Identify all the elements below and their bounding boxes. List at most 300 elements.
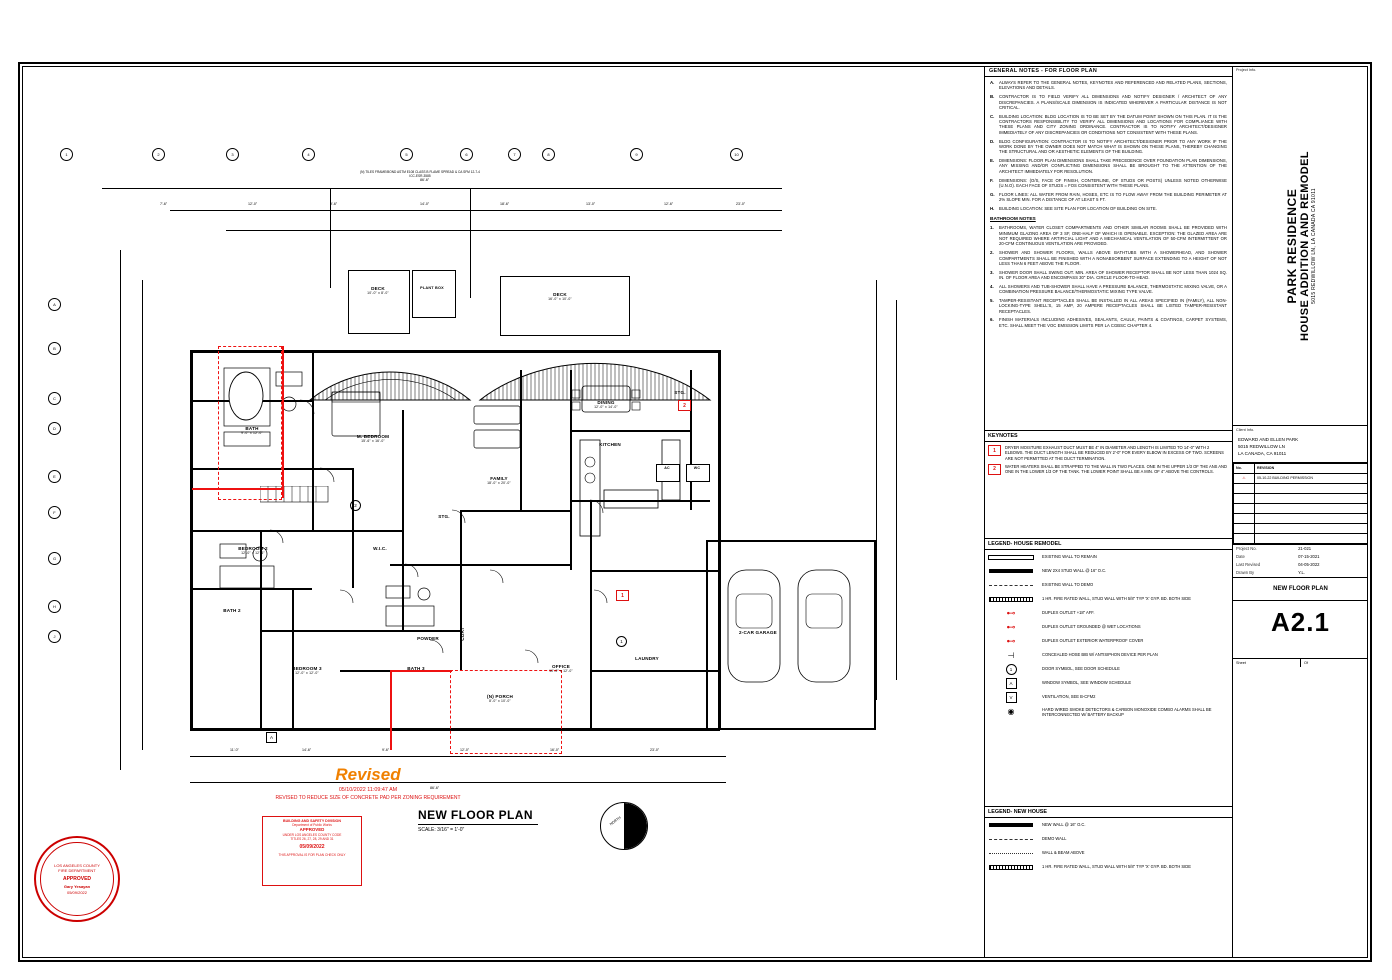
note-text: ALL SHOWERS AND TUB-SHOWER SHALL HAVE A PRESSURE BALANCE, THERMOSTATIC MIXING VALVE, OR A COMBINATION PRESSURE BALANCE/THERMOSTATIC MIXING TYPE VALVE. [999,283,1227,295]
stamp-name: Gary Yesayan [63,884,91,890]
gfci-outlet-icon: ⊷ [1006,621,1016,632]
legend-text: NEW 2X4 STUD WALL @ 16" O.C. [1042,568,1107,574]
field-key: Date [1236,554,1245,560]
revision-no-empty [1234,503,1255,513]
grid-bubble-left-h: H [48,600,61,613]
revision-text-empty [1255,493,1368,503]
project-info-section [1233,66,1368,426]
revised-datetime: 05/10/2022 11:09:47 AM [338,787,398,793]
revision-row-empty [1234,483,1368,493]
note-letter: G. [990,191,995,197]
room-name: KITCHEN [599,442,621,447]
deck-north-outline [348,270,410,334]
room-label-storage-1 [666,390,694,395]
project-fields-section [1233,545,1368,578]
dim-line-right-2 [896,300,897,680]
room-name: BATH 3 [407,666,425,671]
note-letter: B. [990,94,995,100]
roof-note: (N) TILES FRAME/BOND ASTM E108 CLASS B FLAME SPREAD & CA SFM 12-7-4 ICC-ESR-3585 [360,170,480,179]
room-name: AC [664,466,670,470]
note-letter: F. [990,177,994,183]
keynote-tag: 1 [988,445,1001,456]
room-label-coat [460,626,465,642]
grid-bubble-top-7: 7 [508,148,521,161]
room-size: 18'-0" x 20'-0" [487,481,511,485]
revision-col-no: No. [1234,463,1255,473]
note-letter: C. [990,113,995,119]
legend-item [984,634,1232,648]
new-wall-swatch-icon [988,567,1034,576]
stamp-line1: LOS ANGELES COUNTY [54,862,100,868]
note-text: SHOWER DOOR SHALL SWING OUT. MIN. AREA OF SHOWER RECEPTOR SHALL BE NOT LESS THAN 1024 SQ. IN. OF FLOOR AREA AND ENCOMPASS 30" DIA. CIRCLE FLOOR-TO-HEAD. [999,269,1227,281]
room-name: DECK [371,286,385,291]
grid-bubble-left-d: D [48,422,61,435]
north-arrow-icon [600,802,648,850]
door-symbol-2: 2 [350,500,361,511]
revision-box-master-bath [218,346,282,500]
legend-text: CONCEALED HOSE BIB W/ ANTISIPHON DEVICE PER PLAN [1042,652,1158,658]
room-size: 16'-0" x 10'-0" [548,297,572,301]
grid-bubble-left-a: A [48,298,61,311]
grid-bubble-top-8: 8 [542,148,555,161]
window-symbol-icon: A [988,679,1034,688]
general-note-item [990,178,1227,189]
room-size: 10'-0" x 12'-0" [549,669,573,673]
grid-bubble-top-9: 9 [630,148,643,161]
room-size: 9'-0" x 12'-0" [241,431,263,435]
deck-east-outline [500,276,630,336]
keynote-item [984,442,1232,461]
new-wall-swatch-icon [988,821,1034,830]
room-label-ac [658,466,676,470]
permit-date: 05/09/2022 [299,843,325,850]
legend-text: 1 HR. FIRE RATED WALL, STUD WALL WITH 5/8" TYP 'X' GYP. BD. BOTH SIDE [1042,596,1191,602]
room-label-bedroom-3 [274,666,340,675]
legend-text: NEW WALL @ 16" O.C. [1042,822,1086,828]
revision-col-desc: REVISION [1255,463,1368,473]
bathroom-note-item [990,298,1227,314]
legend-text: WALL & BEAM ABOVE [1042,850,1085,856]
project-title-lines [1285,151,1317,341]
revision-text-empty [1255,503,1368,513]
room-size: 12'-0" x 14'-0" [594,405,618,409]
grid-bubble-left-g: G [48,552,61,565]
demo-wall-swatch-icon [988,835,1034,844]
revision-row-empty [1234,493,1368,503]
legend-remodel-heading: LEGEND- HOUSE REMODEL [984,538,1232,550]
dim-line-left-2 [142,280,143,750]
grid-bubble-left-b: B [48,342,61,355]
dim-line-left [120,250,121,770]
dim-top-b: 12'-0" [248,202,258,206]
legend-item [984,704,1232,719]
project-info-label: Project Info. [1236,67,1257,72]
revision-no-empty [1234,533,1255,543]
client-info-body [1233,433,1368,462]
exterior-outlet-icon: ⊷ [1006,635,1016,646]
legend-text: DOOR SYMBOL, SEE DOOR SCHEDULE [1042,666,1120,672]
grid-bubble-left-c: C [48,392,61,405]
client-info-section [1233,426,1368,463]
title-block [1232,66,1368,958]
door-symbol-1: 1 [616,636,627,647]
revision-line-1 [282,346,284,498]
keynote-text: DRYER MOISTURE EXHAUST DUCT MUST BE 4" IN DIAMETER AND LENGTH IS LIMITED TO 14'-0" WITH 2 ELBOWS. THE DUCT LENGTH SHALL BE REDUCED BY 2'-0" FOR EVERY ELBOW IN EXCESS OF TWO. SCREENS ARE NOT PERMITTED AT THE DUCT TERMINATION. [1005,445,1224,461]
dim-bottom-d: 12'-0" [460,748,470,752]
revision-text: 05-10-22 BUILDING PERMISSION [1255,473,1368,483]
dim-top-e: 18'-6" [500,202,510,206]
revision-row [1234,473,1368,483]
legend-text: WINDOW SYMBOL, SEE WINDOW SCHEDULE [1042,680,1132,686]
note-number: 4. [990,283,994,289]
field-key: Last Revised [1236,562,1261,568]
room-label-bedroom-2 [220,546,286,555]
note-number: 5. [990,297,994,303]
room-name: COAT [460,627,465,641]
stamp-date: 05/09/2022 [66,889,88,895]
general-note-item [990,192,1227,203]
revision-box-porch [450,670,562,754]
note-letter: H. [990,205,995,211]
room-size: 10'-0" x 8'-0" [367,291,389,295]
legend-item [984,832,1232,846]
general-notes-heading: GENERAL NOTES - FOR FLOOR PLAN [985,66,1232,77]
note-text: ALWAYS REFER TO THE GENERAL NOTES, KEYNOTES AND REFERENCED AND RELATED PLANS, SECTIONS, ELEVATIONS AND DETAILS. [999,80,1227,91]
note-number: 3. [990,269,994,275]
legend-item [984,564,1232,578]
grid-bubble-left-f: F [48,506,61,519]
beam-above-swatch-icon [988,849,1034,858]
bathroom-note-item [990,250,1227,266]
revision-line-4 [390,670,392,750]
duplex-outlet-icon: ⊷ [1006,607,1016,618]
revised-stamp [258,765,478,802]
room-label-bath [226,426,278,435]
keynote-tag-plan-1: 1 [616,590,629,601]
legend-text: DUPLEX OUTLET GROUNDED @ WET LOCATIONS [1042,624,1141,630]
legend-item [984,648,1232,662]
dim-overall-bottom: 86'-6" [430,786,440,790]
stamp-line2: FIRE DEPARTMENT [58,868,96,874]
project-field-row [1233,553,1368,561]
note-text: BLDG CONFIGURATION: CONTRACTOR IS TO NOTIFY ARCHITECT/DESIGNER PRIOR TO ANY WORK IF THE WORK DONE BY THE OWNER DOES NOT MATCH WHAT IS SHOWN ON THESE PLANS, THEREBY CHANGING THE STRUCTURAL AND OR AESTHETIC ELEMENTS OF THE BUILDING. [999,138,1227,155]
dim-top-h: 23'-0" [736,202,746,206]
keynotes-block [984,430,1232,475]
room-name: BATH 2 [223,608,241,613]
stamp-approved: APPROVED [62,875,92,882]
room-name: STG. [438,514,450,519]
permit-line4: UNDER LOS ANGELES COUNTY CODE [282,832,342,837]
revision-text-empty [1255,513,1368,523]
note-number: 1. [990,225,994,231]
legend-item [984,846,1232,860]
revision-table-section [1233,463,1368,545]
legend-new-heading: LEGEND- NEW HOUSE [984,806,1232,818]
dim-top-g: 12'-6" [664,202,674,206]
note-text: TAMPER-RESISTANT RECEPTACLES SHALL BE INSTALLED IN ALL AREAS SPECIFIED IN (FAMILY), ALL NON-LOCKING-TYPE SHELL'S, 15 AMP, 20 AMPERE RECEPTACLES SHALL BE LISTED TAMPER-RESISTANT RECEPTACLES. [999,297,1227,314]
bathroom-note-item [990,284,1227,295]
roof-note-leader-2 [330,188,400,189]
revision-row-empty [1234,533,1368,543]
room-name: LAUNDRY [635,656,659,661]
room-name: STG. [674,390,686,395]
bathroom-note-item [990,317,1227,328]
room-label-kitchen [582,442,638,447]
revision-no-empty [1234,513,1255,523]
room-label-garage [720,630,796,635]
note-text: BUILDING LOCATION: BLDG LOCATION IS TO BE SET BY THE DATUM POINT SHOWN ON THIS PLAN. IT IS THE CONTRACTORS RESPONSIBILITY TO VERIFY ALL DIMENSIONS AND LOCATIONS FOR COMPLIANCE WITH THESE PLANS AND CITY ZONING ORDINANCE. CONTRACTOR IS TO NOTIFY ARCHITECT/DESIGNER IMMEDIATELY OF ANY DISCREPANCIES OR CONDITIONS NOT CONSISTENT WITH THESE PLANS. [999,113,1227,135]
client-info-label: Client Info. [1236,427,1255,432]
note-text: FINISH MATERIALS INCLUDING ADHESIVES, SEALANTS, CAULK, PAINTS & COATINGS, CARPET SYSTEMS, ETC. SHALL MEET THE VOC EMISSION LIMITS PER LA CGBSC CHAPTER 4. [999,317,1227,328]
room-name: PLANT BOX [420,286,444,290]
fire-department-approval-stamp [34,836,120,922]
door-symbol-icon: 1 [988,665,1034,674]
sheet-name: NEW FLOOR PLAN [1273,585,1328,592]
permit-line3: APPROVED [299,827,325,833]
keynote-tag: 2 [988,464,1001,475]
legend-item [984,550,1232,564]
room-name: DECK [553,292,567,297]
dim-bottom-e: 16'-0" [550,748,560,752]
demo-wall-swatch-icon [988,581,1034,590]
room-label-bath-3 [394,666,438,671]
legend-item [984,592,1232,606]
keynote-tag-plan-2: 2 [678,400,691,411]
sheet-of-label: Of [1304,660,1309,665]
note-text: DIMENSIONS: FLOOR PLAN DIMENSIONS SHALL TAKE PRECEDENCE OVER FOUNDATION PLAN DIMENSIONS, ANY MISSING AND/OR CONFLICTING DIMENSIONS SHALL BE BROUGHT TO THE ATTENTION OF THE ARCHITECT IMMEDIATELY FOR RESOLUTION. [999,158,1227,174]
legend-text: 1 HR. FIRE RATED WALL, STUD WALL WITH 5/8" TYP 'X' GYP. BD. BOTH SIDE [1042,864,1191,870]
grid-bubble-top-10: 10 [730,148,743,161]
dim-bottom-f: 23'-0" [650,748,660,752]
room-size: 8'-0" x 10'-0" [489,699,511,703]
room-label-storage-2 [430,514,458,519]
room-name: W.I.C. [373,546,387,551]
room-name: OFFICE [551,664,571,669]
stamp-inner-ring [40,842,114,916]
room-label-powder [406,636,450,641]
revision-table [1233,463,1368,544]
room-size: 12'-0" x 12'-0" [295,671,319,675]
general-notes-body [985,77,1232,334]
bathroom-note-item [990,225,1227,247]
project-field-row [1233,545,1368,553]
note-letter: E. [990,158,995,164]
legend-house-remodel [984,538,1232,719]
legend-text: VENTILATION, SEE B-CFM2 [1042,694,1096,700]
grid-bubble-top-2: 2 [152,148,165,161]
plan-title-block [418,808,538,833]
field-value: Y.L. [1298,570,1306,576]
fire-wall-swatch-icon [988,595,1034,604]
note-text: DIMENSIONS: (O/S, FACE OF FINISH, CONTERLINE, OF STUDS OR POSTS) UNLESS NOTED OTHERWISE (U.N.O). EACH FACE OF STUDS = FOS CONSISTENT WITH THESE PLANS. [999,177,1227,188]
revision-text-empty [1255,533,1368,543]
general-note-item [990,158,1227,174]
revision-no-empty [1234,493,1255,503]
room-label-laundry [624,656,670,661]
hose-bib-icon: ⊣ [1007,650,1015,660]
sheet-name-section [1233,578,1368,601]
room-name: (N) PORCH [486,694,514,699]
dim-top-d: 14'-0" [420,202,430,206]
field-key: Project No. [1236,546,1257,552]
note-text: BUILDING LOCATION: SEE SITE PLAN FOR LOCATION OF BUILDING ON SITE. [999,205,1157,211]
project-fields-table [1233,545,1368,577]
legend-item [984,620,1232,634]
permit-line5: TITLES 26, 27, 28, 29 AND 31 [290,836,334,841]
revision-row-empty [1234,523,1368,533]
plant-box-outline [412,270,456,318]
general-note-item [990,94,1227,110]
general-note-item [990,114,1227,136]
room-size: 12'-0" x 12'-6" [241,551,265,555]
project-address: 5015 REDWILLOW LN, LA CANADA CA 91011 [1311,188,1317,304]
fire-wall-swatch-icon [988,863,1034,872]
revision-line-2 [192,488,284,490]
room-label-deck-north [356,286,400,295]
legend-item [984,818,1232,832]
note-letter: A. [990,80,995,85]
room-label-bath-2 [210,608,254,613]
bathroom-notes-heading: BATHROOM NOTES [990,217,1036,223]
existing-wall-swatch-icon [988,553,1034,562]
room-label-porch [472,694,528,703]
room-label-master-bedroom [330,434,416,443]
client-name: EDWARD AND ELLEN PARK [1238,437,1299,442]
revision-row-empty [1234,513,1368,523]
dim-bottom-b: 14'-6" [302,748,312,752]
legend-text: HARD WIRED SMOKE DETECTORS & CARBON MONOXIDE COMBO ALARMS SHALL BE INTERCONNECTED W/ BATTERY BACKUP [1042,706,1212,717]
legend-new-house [984,806,1232,874]
room-label-family [470,476,528,485]
note-text: BATHROOMS, WATER CLOSET COMPARTMENTS AND OTHER SIMILAR ROOMS SHALL BE PROVIDED WITH MINIMUM GLAZING AREA OF 3 SF, ONE-HALF OF WHICH IS OPENABLE. EXCEPTION: THE GLAZED AREA ARE NOT REQUIRED WHERE ARTIFICIAL LIGHT AND A MECHANICAL VENTILATION OF 50-CFM INTERMITTENT OR 20-CFM CONTINUOUS VENTILATION ARE PROVIDED. [999,225,1227,247]
legend-item [984,662,1232,676]
sheet-of-row [1233,658,1368,667]
field-key: Drawn By [1236,570,1255,576]
room-name: BEDROOM 3 [292,666,322,671]
keynote-text: WATER HEATERS SHALL BE STRAPPED TO THE WALL IN TWO PLACES. ONE IN THE UPPER 1/3 OF THE ANS AND ONE IN THE LOWER 1/3 OF THE TANK. THE LOWER POINT SHALL BE A MIN. OF 4" ABOVE THE CONTROLS. [1005,463,1227,475]
permit-stamp [262,816,362,886]
field-value: 21-021 [1298,546,1312,552]
dim-top-c: 9'-6" [330,202,338,206]
room-label-office [538,664,584,673]
project-title-rotated [1233,66,1369,426]
note-number: 6. [990,317,994,323]
north-arrow-label: NORTH [609,815,622,827]
note-number: 2. [990,250,994,256]
revision-header-row [1234,463,1368,473]
smoke-detector-icon: ◉ [1007,707,1015,717]
client-address-line1: 5015 REDWILLOW LN [1238,443,1285,449]
bathroom-note-item [990,270,1227,281]
legend-item [984,860,1232,874]
grid-bubble-left-e: E [48,470,61,483]
revision-text-empty [1255,523,1368,533]
permit-line2: Department of Public Works [292,823,332,828]
note-text: SHOWER AND SHOWER FLOORS, WALLS ABOVE BATHTUBS WITH A SHOWERHEAD, AND SHOWER COMPARTMENTS SHALL BE FINISHED WITH A NONABSORBENT SURFACE EXTENDING TO A HEIGHT OF NOT LESS THAN 6 FEET ABOVE THE FLOOR. [999,250,1227,266]
sheet-number-section [1233,601,1368,667]
note-text: CONTRACTOR IS TO FIELD VERIFY ALL DIMENSIONS AND NOTIFY DESIGNER / ARCHITECT OF ANY DISCREPANCIES. A PLANS/SCALE DIMENSION IS INDICATED WHEREVER A PARTICULAR DISTANCE IS NOT CRITICAL. [999,94,1227,110]
dim-top-f: 13'-0" [586,202,596,206]
legend-text: DUPLEX OUTLET EXTERIOR WATERPROOF COVER [1042,638,1144,644]
grid-bubble-top-5: 5 [400,148,413,161]
grid-bubble-top-3: 3 [226,148,239,161]
project-subtitle: HOUSE ADDITION AND REMODEL [1299,151,1311,341]
plan-title-name: NEW FLOOR PLAN [418,808,533,822]
general-note-item [990,139,1227,155]
room-label-wc [688,466,706,470]
dim-overall-top: 86'-6" [420,178,430,182]
client-address-line2: LA CANADA, CA 91011 [1238,450,1287,456]
window-symbol-a: A [266,732,277,743]
room-name: WC [693,466,701,470]
dim-line-bottom-1 [190,756,726,757]
revision-row-empty [1234,503,1368,513]
note-letter: D. [990,138,995,144]
ventilation-icon: V [988,693,1034,702]
permit-line7: THIS APPROVAL IS FOR PLAN CHECK ONLY [278,853,346,858]
sheet-number: A2.1 [1271,606,1330,637]
room-name: DINING [597,400,615,405]
room-name: M. BEDROOM [356,434,390,439]
legend-item [984,690,1232,704]
dim-bottom-c: 9'-6" [382,748,390,752]
legend-item [984,606,1232,620]
legend-text: EXISTING WALL TO REMAIN [1042,554,1097,560]
keynote-item [984,461,1232,475]
revision-text-empty [1255,483,1368,493]
legend-item [984,676,1232,690]
legend-text: DEMO WALL [1042,836,1067,842]
room-size: 15'-6" x 16'-0" [361,439,385,443]
room-name: BATH [245,426,259,431]
legend-item [984,578,1232,592]
room-label-plant-box [416,286,448,290]
room-name: 2-CAR GARAGE [739,630,777,635]
revised-note: REVISED TO REDUCE SIZE OF CONCRETE PAD PER ZONING REQUIREMENT [275,795,461,801]
legend-text: DUPLEX OUTLET +18" AFF. [1042,610,1095,616]
grid-bubble-top-6: 6 [460,148,473,161]
project-name: PARK RESIDENCE [1285,188,1299,304]
sheet-label: Sheet [1233,659,1301,667]
permit-line1: BUILDING AND SAFETY DIVISION [283,819,341,823]
room-name: POWDER [417,636,439,641]
revision-no-empty [1234,483,1255,493]
revised-title: Revised [335,765,401,784]
roof-note-leader-4 [430,188,472,189]
legend-text: EXISTING WALL TO DEMO [1042,582,1094,588]
project-field-row [1233,569,1368,577]
general-note-item [990,80,1227,91]
room-label-wic [358,546,402,551]
note-text: FLOOR LINES: ALL WATER FROM RAIN, HOSES, ETC IS TO FLOW AWAY FROM THE BUILDING PERIMETER AT 2% SLOPE MIN. FOR A DISTANCE OF AT LEAST 5 FT. [999,191,1227,203]
dim-bottom-a: 11'-0" [230,748,239,752]
general-note-item [990,206,1227,211]
room-name: BEDROOM 2 [238,546,268,551]
grid-bubble-left-j: J [48,630,61,643]
plan-title-scale: SCALE: 3/16" = 1'-0" [418,827,465,833]
room-name: FAMILY [490,476,508,481]
room-label-dining [578,400,634,409]
plan-title-rule [418,824,538,825]
field-value: 07-15-2021 [1298,554,1320,560]
room-label-deck-east [536,292,584,301]
dim-top-a: 7'-6" [160,202,168,206]
field-value: 04-05-2022 [1298,562,1320,568]
keynotes-heading: KEYNOTES [984,430,1232,442]
grid-bubble-top-1: 1 [60,148,73,161]
dim-line-top-2 [170,210,782,211]
grid-bubble-top-4: 4 [302,148,315,161]
